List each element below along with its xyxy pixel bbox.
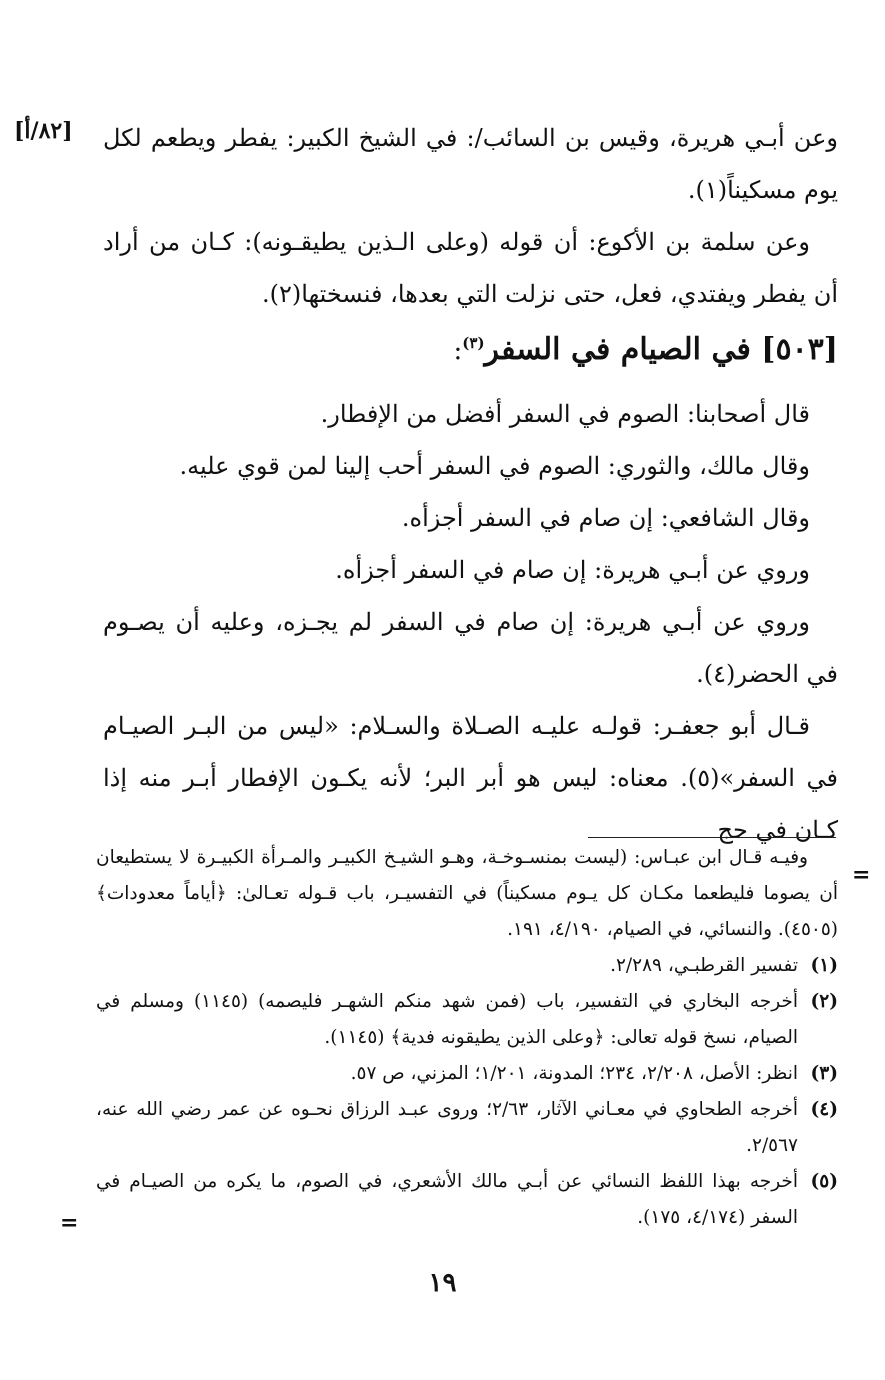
footnotes — [96, 840, 838, 1236]
footnote-text: أخرجه البخاري في التفسير، باب (فمن شهد منكم الشهـر فليصمه) (١١٤٥) ومسلم في الصيام، نسخ قوله تعالى: ﴿وعلى الذين يطيقونه فدية﴾ (١١٤٥). — [96, 991, 799, 1048]
footnote-text: أخرجه بهذا اللفظ النسائي عن أبـي مالك الأشعري، في الصوم، ما يكره من الصيـام في السفر (٤/١٧٤، ١٧٥). — [96, 1171, 798, 1228]
section-heading — [103, 322, 838, 379]
paragraph-6: وروي عن أبـي هريرة: إن صام في السفر أجزأه. — [335, 556, 810, 584]
body-main — [103, 388, 838, 856]
footnote-separator — [588, 837, 836, 838]
footnote-3 — [96, 1056, 838, 1092]
body-top — [103, 112, 838, 320]
continuation-mark-bottom: = — [60, 1210, 79, 1236]
paragraph-3: قال أصحابنا: الصوم في السفر أفضل من الإفطار. — [320, 400, 810, 428]
section-number: [٥٠٣] — [761, 332, 838, 367]
footnote-4 — [96, 1092, 838, 1164]
footnote-number: (٥) — [810, 1171, 838, 1192]
footnote-text: انظر: الأصل، ٢/٢٠٨، ٢٣٤؛ المدونة، ١/٢٠١؛ المزني، ص ٥٧. — [350, 1063, 798, 1084]
section-suffix: : — [453, 336, 463, 366]
paragraph-8: قـال أبو جعفـر: قولـه عليـه الصـلاة والسـلام: «ليس من البـر الصيـام في السفر»(٥). معناه: ليس هو أبر البر؛ لأنه يكـون الإفطار أبـر منه إذا كـان في حج — [103, 712, 838, 844]
footnote-continuation: وفيـه قـال ابن عبـاس: (ليست بمنسـوخـة، وهـو الشيـخ الكبيـر والمـرأة الكبيـرة لا يستطيعان أن يصوما فليطعما مكـان كل يـوم مسكيناً) في التفسيـر، باب قـوله تعـالىٰ: ﴿أياماً معدودات﴾ (٤٥٠٥). والنسائي، في الصيام، ٤/١٩٠، ١٩١. — [96, 847, 838, 940]
footnote-text: تفسير القرطبـي، ٢/٢٨٩. — [610, 955, 798, 976]
footnote-number: (١) — [810, 955, 838, 976]
footnote-number: (٤) — [810, 1099, 838, 1120]
paragraph-1: وعن أبـي هريرة، وقيس بن السائب/: في الشيخ الكبير: يفطر ويطعم لكل يوم مسكيناً(١). — [103, 124, 838, 204]
paragraph-7: وروي عن أبـي هريرة: إن صام في السفر لم يجـزه، وعليه أن يصـوم في الحضر(٤). — [103, 608, 838, 688]
page-number: ١٩ — [428, 1268, 457, 1298]
paragraph-2: وعن سلمة بن الأكوع: أن قوله (وعلى الـذين يطيقـونه): كـان من أراد أن يفطر ويفتدي، فعل، حتى نزلت التي بعدها، فنسختها(٢). — [103, 228, 838, 308]
footnote-number: (٢) — [810, 991, 838, 1012]
paragraph-4: وقال مالك، والثوري: الصوم في السفر أحب إلينا لمن قوي عليه. — [179, 452, 810, 480]
paragraph-5: وقال الشافعي: إن صام في السفر أجزأه. — [401, 504, 810, 532]
manuscript-folio-reference: [٨٢/أ] — [14, 118, 73, 144]
footnote-5 — [96, 1164, 838, 1236]
footnote-2 — [96, 984, 838, 1056]
footnote-text: أخرجه الطحاوي في معـاني الآثار، ٢/٦٣؛ وروى عبـد الرزاق نحـوه عن عمر رضي الله عنه، ٢/٥٦٧. — [96, 1099, 799, 1156]
continuation-mark-top: = — [852, 862, 871, 888]
footnote-1 — [96, 948, 838, 984]
section-footnote-ref: (٣) — [462, 334, 485, 352]
footnote-number: (٣) — [810, 1063, 838, 1084]
section-title: في الصيام في السفر — [484, 332, 751, 367]
